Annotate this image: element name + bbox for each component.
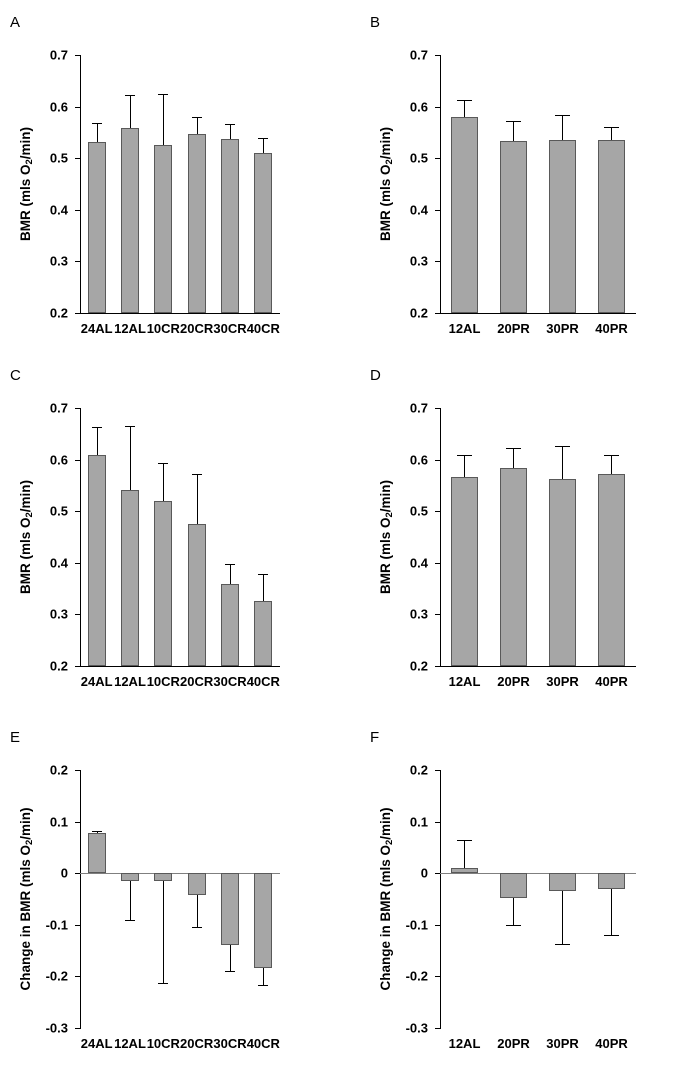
y-tick-label: 0.3 bbox=[409, 606, 428, 622]
y-tick-label: 0.5 bbox=[409, 150, 428, 166]
bar bbox=[549, 873, 575, 891]
panel-label-c: C bbox=[10, 367, 21, 384]
y-tick-label: 0.4 bbox=[49, 202, 68, 218]
y-tick-label: 0.7 bbox=[49, 47, 68, 63]
x-tick-label: 20CR bbox=[180, 321, 214, 336]
y-tick-label: 0.7 bbox=[49, 400, 68, 416]
panel-label-b: B bbox=[370, 14, 381, 31]
y-tick-label: -0.2 bbox=[405, 968, 428, 984]
y-tick-mark bbox=[435, 976, 440, 977]
y-tick-label: 0.5 bbox=[49, 503, 68, 519]
y-tick-label: 0.5 bbox=[49, 150, 68, 166]
x-tick-label: 12AL bbox=[448, 1036, 481, 1051]
x-tick-label: 12AL bbox=[448, 674, 481, 689]
x-tick-label: 30CR bbox=[213, 1036, 247, 1051]
bar bbox=[500, 873, 526, 898]
y-tick-label: 0.2 bbox=[49, 658, 68, 674]
y-tick-label: 0.5 bbox=[409, 503, 428, 519]
x-tick-label: 20CR bbox=[180, 1036, 214, 1051]
y-tick-label: -0.1 bbox=[45, 917, 68, 933]
panel-label-a: A bbox=[10, 14, 21, 31]
x-tick-label: 40PR bbox=[595, 674, 628, 689]
x-tick-label: 30PR bbox=[546, 321, 579, 336]
y-tick-label: -0.1 bbox=[405, 917, 428, 933]
x-tick-label: 20PR bbox=[497, 321, 530, 336]
bar bbox=[451, 868, 477, 873]
y-tick-label: 0.6 bbox=[409, 99, 428, 115]
y-tick-label: 0 bbox=[420, 865, 428, 881]
x-tick-label: 12AL bbox=[114, 674, 146, 689]
y-tick-label: 0.7 bbox=[409, 47, 428, 63]
y-tick-label: 0.7 bbox=[409, 400, 428, 416]
y-tick-label: 0.4 bbox=[409, 555, 428, 571]
x-tick-label: 10CR bbox=[146, 321, 180, 336]
y-tick-label: 0.2 bbox=[409, 762, 428, 778]
y-axis bbox=[440, 770, 441, 1029]
y-axis-title: BMR (mls $O_2/\min$) bbox=[18, 479, 35, 595]
y-tick-mark bbox=[435, 925, 440, 926]
y-axis-title: BMR (mls $O_2/\min$) bbox=[378, 479, 395, 595]
x-tick-label: 40CR bbox=[246, 321, 280, 336]
error-bar bbox=[598, 889, 624, 935]
x-tick-label: 24AL bbox=[80, 674, 113, 689]
y-tick-label: 0.1 bbox=[409, 814, 428, 830]
x-tick-label: 40PR bbox=[595, 1036, 628, 1051]
x-tick-label: 10CR bbox=[146, 674, 180, 689]
y-tick-label: 0.6 bbox=[409, 452, 428, 468]
error-bar bbox=[451, 840, 477, 868]
x-tick-label: 40PR bbox=[595, 321, 628, 336]
y-tick-mark bbox=[435, 1028, 440, 1029]
y-tick-label: 0.3 bbox=[49, 253, 68, 269]
x-tick-label: 20CR bbox=[180, 674, 214, 689]
x-tick-label: 30PR bbox=[546, 674, 579, 689]
x-tick-label: 24AL bbox=[80, 1036, 113, 1051]
y-tick-label: 0 bbox=[60, 865, 68, 881]
y-tick-label: 0.6 bbox=[49, 99, 68, 115]
x-tick-label: 30PR bbox=[546, 1036, 579, 1051]
y-tick-label: 0.2 bbox=[49, 305, 68, 321]
error-bar bbox=[500, 898, 526, 925]
y-tick-label: -0.2 bbox=[45, 968, 68, 984]
y-tick-label: 0.1 bbox=[49, 814, 68, 830]
y-tick-label: -0.3 bbox=[45, 1020, 68, 1036]
y-tick-label: 0.2 bbox=[49, 762, 68, 778]
y-tick-label: 0.3 bbox=[409, 253, 428, 269]
x-tick-label: 12AL bbox=[114, 321, 146, 336]
y-axis-title: Change in BMR (mls $O_2/\min$) bbox=[18, 807, 35, 991]
x-tick-label: 40CR bbox=[246, 674, 280, 689]
x-tick-label: 20PR bbox=[497, 1036, 530, 1051]
error-bar bbox=[549, 891, 575, 944]
bar bbox=[598, 873, 624, 888]
x-tick-label: 10CR bbox=[146, 1036, 180, 1051]
y-tick-label: 0.4 bbox=[49, 555, 68, 571]
x-tick-label: 30CR bbox=[213, 674, 247, 689]
y-tick-mark bbox=[435, 770, 440, 771]
y-tick-label: 0.4 bbox=[409, 202, 428, 218]
y-axis-title: BMR (mls $O_2/\min$) bbox=[18, 126, 35, 242]
x-tick-label: 24AL bbox=[80, 321, 113, 336]
x-tick-label: 12AL bbox=[448, 321, 481, 336]
y-tick-label: 0.3 bbox=[49, 606, 68, 622]
y-tick-label: 0.2 bbox=[409, 305, 428, 321]
x-tick-label: 40CR bbox=[246, 1036, 280, 1051]
x-tick-label: 12AL bbox=[114, 1036, 146, 1051]
panel-label-e: E bbox=[10, 729, 21, 746]
y-tick-label: 0.2 bbox=[409, 658, 428, 674]
x-tick-label: 30CR bbox=[213, 321, 247, 336]
y-axis-title: BMR (mls $O_2/\min$) bbox=[378, 126, 395, 242]
y-tick-mark bbox=[435, 822, 440, 823]
y-tick-label: -0.3 bbox=[405, 1020, 428, 1036]
y-tick-label: 0.6 bbox=[49, 452, 68, 468]
panel-label-f: F bbox=[370, 729, 380, 746]
y-axis-title: Change in BMR (mls $O_2/\min$) bbox=[378, 807, 395, 991]
x-tick-label: 20PR bbox=[497, 674, 530, 689]
panel-label-d: D bbox=[370, 367, 381, 384]
